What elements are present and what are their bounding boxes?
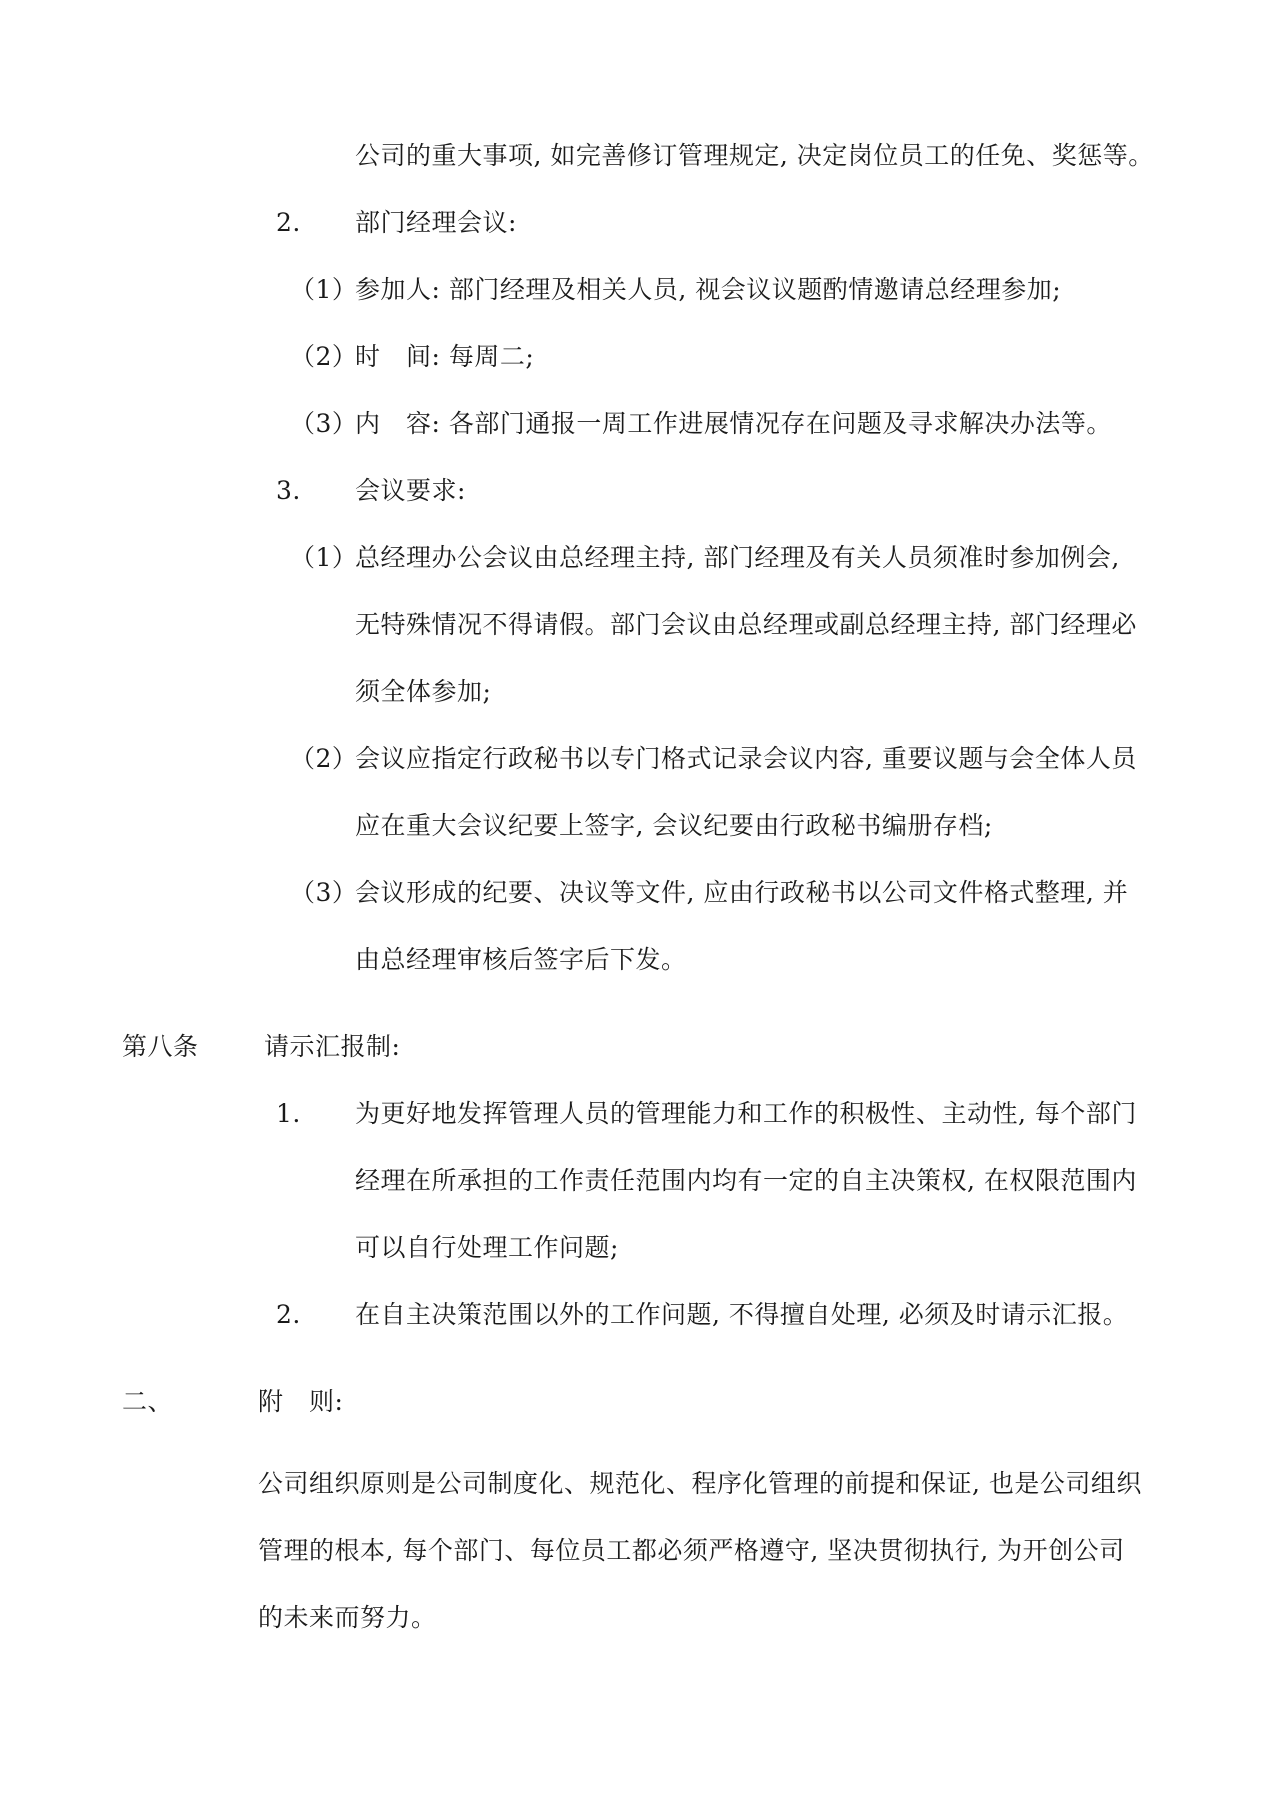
sub-item-text: 会议应指定行政秘书以专门格式记录会议内容, 重要议题与会全体人员	[355, 744, 1137, 773]
sub-item-number: （3）	[290, 409, 358, 438]
sub-item-text: 参加人: 部门经理及相关人员, 视会议议题酌情邀请总经理参加;	[355, 275, 1062, 304]
sub-item-text: 会议形成的纪要、决议等文件, 应由行政秘书以公司文件格式整理, 并	[355, 878, 1129, 907]
item-number: 2.	[276, 1300, 301, 1329]
sub-item-number: （3）	[290, 878, 358, 907]
sub-item-text-continued: 由总经理审核后签字后下发。	[355, 945, 687, 974]
item-heading: 会议要求:	[355, 476, 466, 505]
article-label: 第八条	[122, 1032, 199, 1061]
item-number: 1.	[276, 1099, 301, 1128]
item-number: 2.	[276, 208, 301, 237]
paragraph-line: 公司组织原则是公司制度化、规范化、程序化管理的前提和保证, 也是公司组织	[258, 1469, 1142, 1498]
section-number: 二、	[122, 1387, 174, 1416]
item-heading: 部门经理会议:	[355, 208, 517, 237]
sub-item-text-continued: 应在重大会议纪要上签字, 会议纪要由行政秘书编册存档;	[355, 811, 993, 840]
item-text-continued: 经理在所承担的工作责任范围内均有一定的自主决策权, 在权限范围内	[355, 1166, 1137, 1195]
paragraph-line: 管理的根本, 每个部门、每位员工都必须严格遵守, 坚决贯彻执行, 为开创公司	[258, 1536, 1125, 1565]
sub-item-number: （2）	[290, 342, 358, 371]
sub-item-number: （2）	[290, 744, 358, 773]
sub-item-text: 总经理办公会议由总经理主持, 部门经理及有关人员须准时参加例会,	[355, 543, 1120, 572]
item-number: 3.	[276, 476, 301, 505]
article-title: 请示汇报制:	[264, 1032, 401, 1061]
item-text: 在自主决策范围以外的工作问题, 不得擅自处理, 必须及时请示汇报。	[355, 1300, 1129, 1329]
paragraph-line: 的未来而努力。	[258, 1603, 437, 1632]
item-text: 为更好地发挥管理人员的管理能力和工作的积极性、主动性, 每个部门	[355, 1099, 1137, 1128]
sub-item-number: （1）	[290, 543, 358, 572]
item-text-continued: 可以自行处理工作问题;	[355, 1233, 619, 1262]
section-title: 附 则:	[258, 1387, 344, 1416]
sub-item-text: 时 间: 每周二;	[355, 342, 535, 371]
sub-item-text: 内 容: 各部门通报一周工作进展情况存在问题及寻求解决办法等。	[355, 409, 1112, 438]
sub-item-number: （1）	[290, 275, 358, 304]
sub-item-text-continued: 须全体参加;	[355, 677, 492, 706]
continuation-line: 公司的重大事项, 如完善修订管理规定, 决定岗位员工的任免、奖惩等。	[355, 141, 1154, 170]
sub-item-text-continued: 无特殊情况不得请假。部门会议由总经理或副总经理主持, 部门经理必	[355, 610, 1137, 639]
